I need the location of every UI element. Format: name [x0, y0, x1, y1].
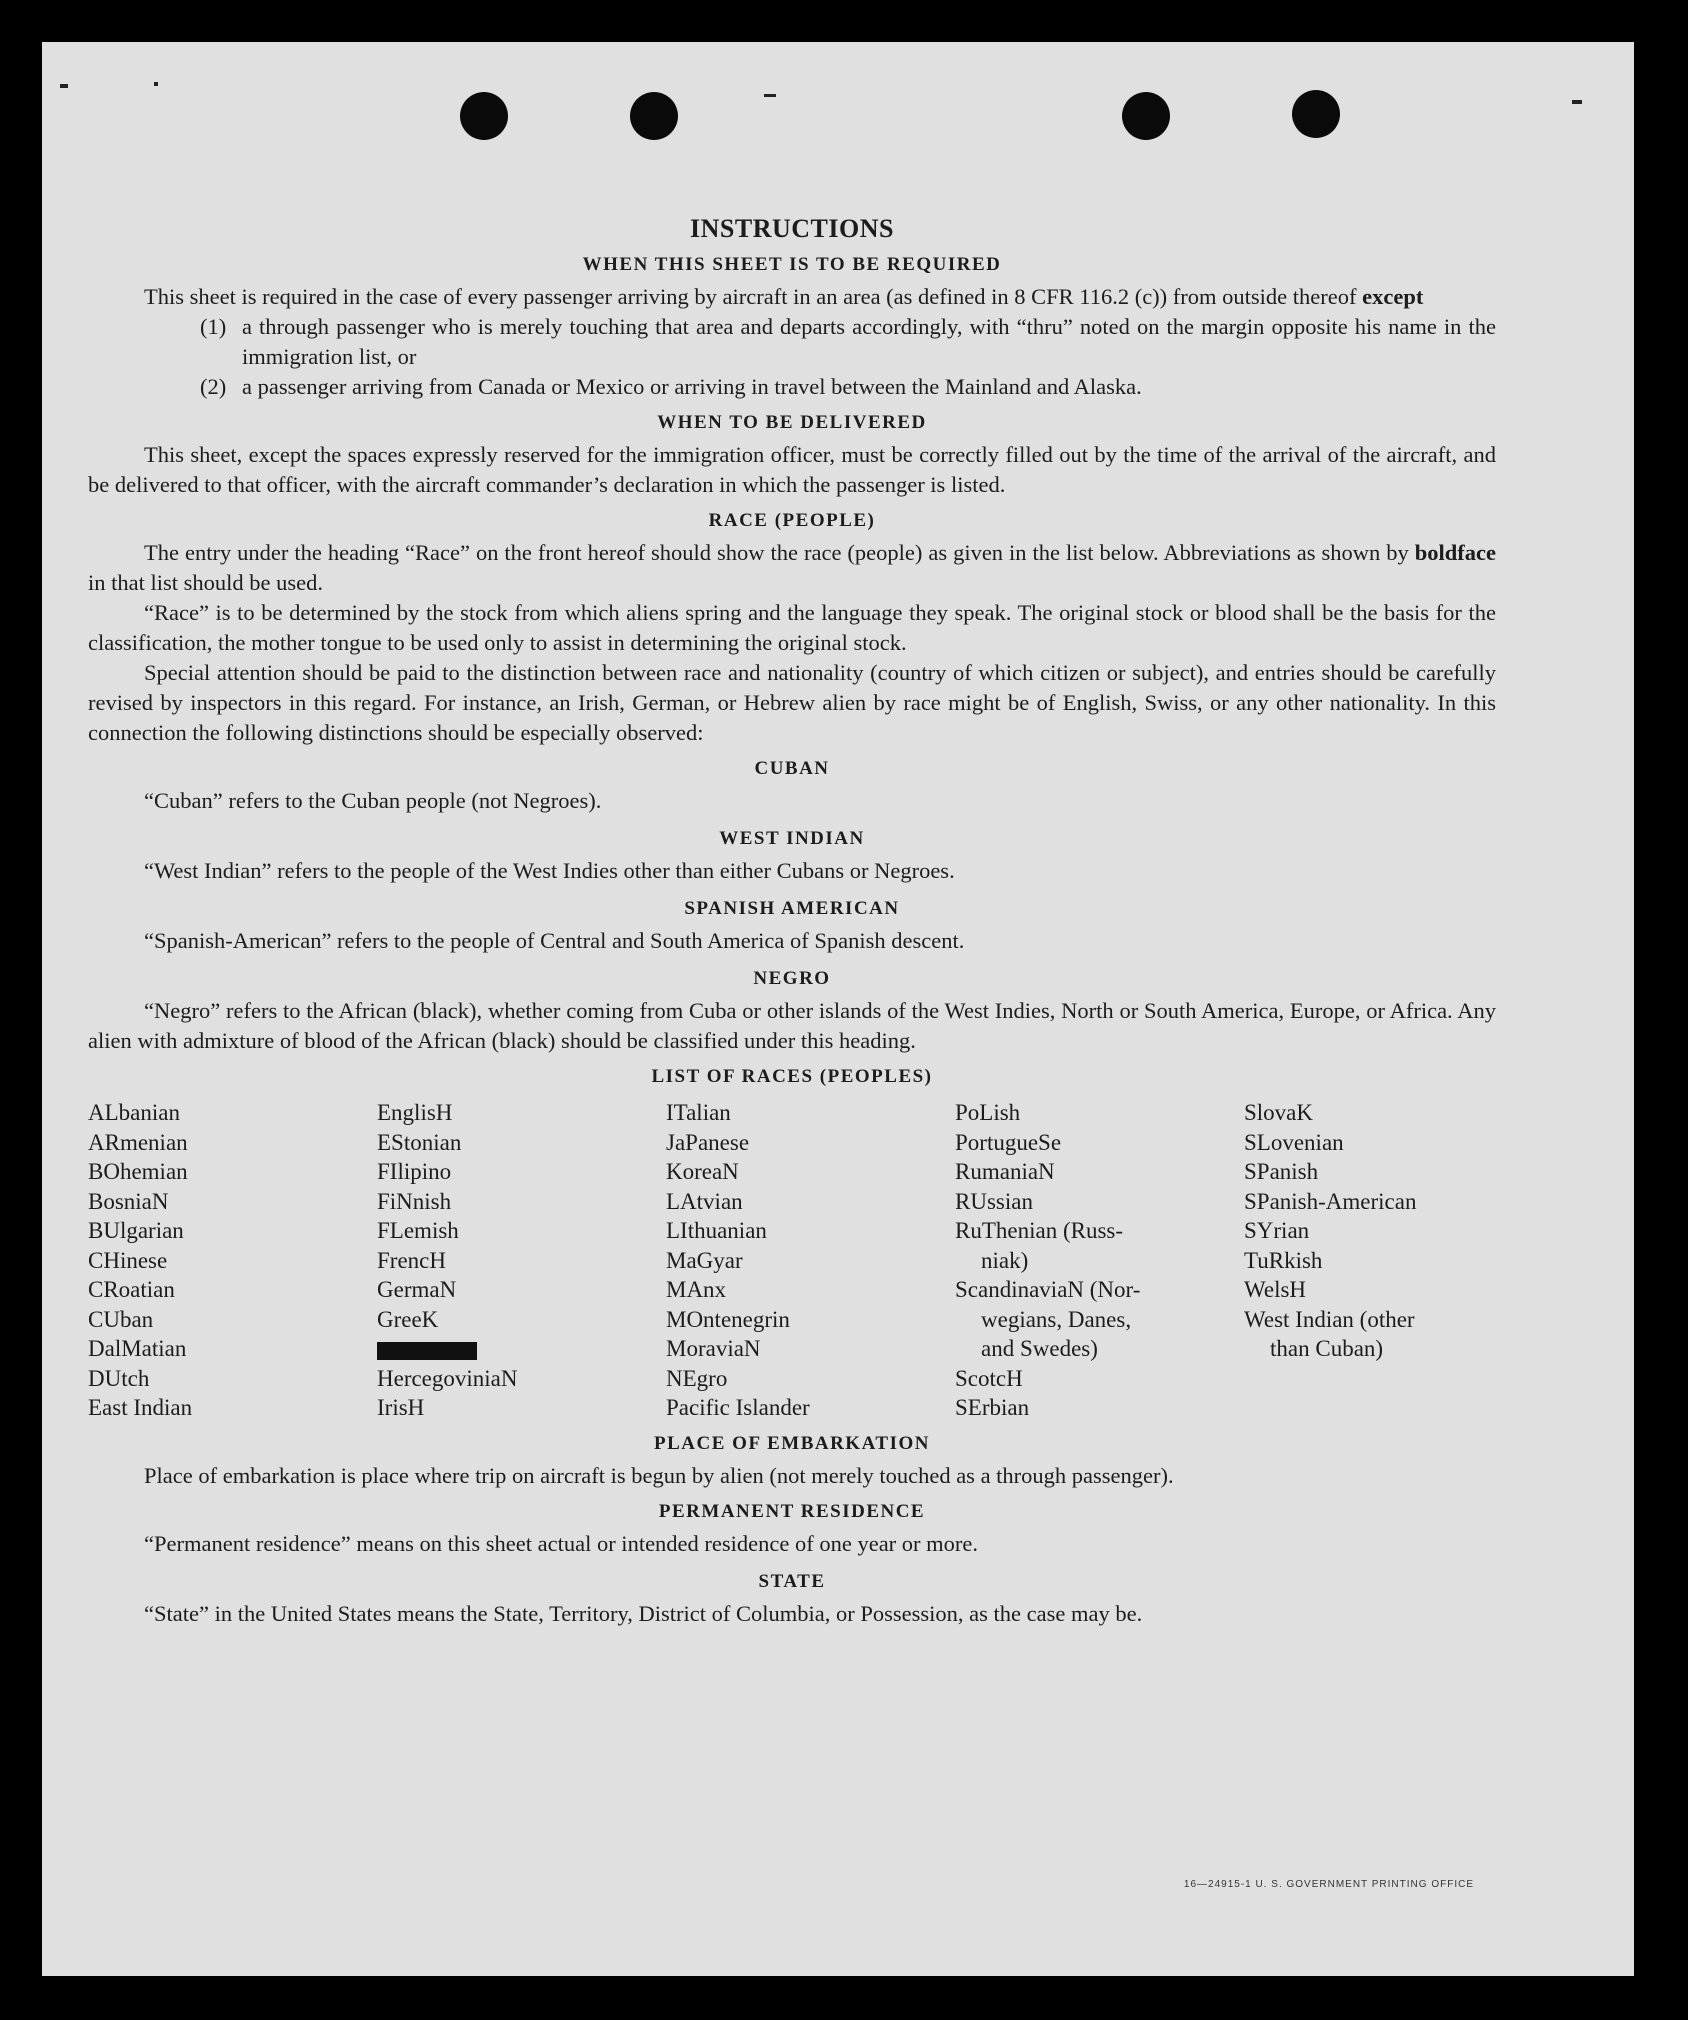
- race-item: EnglisH: [377, 1100, 453, 1125]
- section-heading: CUBAN: [754, 758, 830, 779]
- section-heading: WHEN THIS SHEET IS TO BE REQUIRED: [582, 254, 1002, 275]
- race-item: FiNnish: [377, 1188, 452, 1214]
- race-item: NEgro: [666, 1365, 728, 1391]
- section-heading: PERMANENT RESIDENCE: [658, 1500, 926, 1522]
- paragraph: “Spanish-American” refers to the people of Central and South America of Spanish descent.: [144, 928, 965, 953]
- paragraph: “West Indian” refers to the people of the West Indies other than either Cubans or Negroes.: [144, 858, 955, 883]
- item-text: a through passenger who is merely touching that area and departs accordingly, with “thru” noted on the margin opposite his name in the immigration list, or: [242, 314, 1496, 369]
- race-item: DalMatian: [88, 1336, 187, 1361]
- item-number: (1): [200, 314, 227, 339]
- punch-hole: [1292, 90, 1340, 138]
- race-item: JaPanese: [666, 1129, 750, 1155]
- races-column: [1244, 1098, 1496, 1423]
- races-column: [88, 1098, 377, 1423]
- race-item: WelsH: [1244, 1277, 1307, 1302]
- section-heading: NEGRO: [753, 968, 831, 989]
- race-item: IrisH: [377, 1395, 425, 1420]
- list-item: [88, 312, 1496, 372]
- form-sheet: [42, 42, 1634, 1976]
- paragraph: [88, 538, 1496, 598]
- race-item: ARmenian: [88, 1129, 188, 1155]
- punch-hole: [1122, 92, 1170, 140]
- race-item: MaGyar: [666, 1247, 743, 1273]
- section-heading: WEST INDIAN: [719, 828, 865, 849]
- race-item: KoreaN: [666, 1159, 739, 1184]
- paragraph-text: This sheet is required in the case of every passenger arriving by aircraft in an area (as defined in 8 CFR 116.2 (c)) from outside thereof: [144, 284, 1363, 309]
- scan-mark: [1572, 100, 1582, 104]
- race-item: BosniaN: [88, 1188, 169, 1214]
- paragraph-text: in that list should be used.: [88, 570, 323, 595]
- instructions-body: [88, 162, 1496, 1629]
- race-item: SErbian: [955, 1395, 1030, 1420]
- scan-mark: [154, 82, 158, 86]
- punch-hole: [630, 92, 678, 140]
- race-item: MoraviaN: [666, 1336, 761, 1361]
- race-item: DUtch: [88, 1365, 150, 1391]
- race-item: CRoatian: [88, 1277, 175, 1302]
- paragraph: This sheet, except the spaces expressly reserved for the immigration officer, must be correctly filled out by the time of the arrival of the aircraft, and be delivered to that officer, with the aircraft commander’s declaration in which the passenger is listed.: [88, 442, 1496, 497]
- race-item: FIlipino: [377, 1159, 452, 1184]
- race-item: EStonian: [377, 1129, 462, 1155]
- race-item: BUlgarian: [88, 1218, 184, 1243]
- race-item: SlovaK: [1244, 1100, 1313, 1125]
- paragraph-text: The entry under the heading “Race” on the front hereof should show the race (people) as given in the list below. Abbreviations as shown by: [144, 540, 1415, 565]
- section-heading: WHEN TO BE DELIVERED: [657, 412, 927, 433]
- race-item: RumaniaN: [955, 1159, 1055, 1184]
- emphasis-text: except: [1362, 284, 1424, 309]
- race-item: PortugueSe: [955, 1129, 1062, 1155]
- race-item: SLovenian: [1244, 1129, 1344, 1155]
- paragraph: Place of embarkation is place where trip on aircraft is begun by alien (not merely touched as a through passenger).: [144, 1462, 1174, 1488]
- race-item: RUssian: [955, 1188, 1033, 1214]
- race-item: SPanish: [1244, 1159, 1319, 1184]
- race-item: MOntenegrin: [666, 1306, 790, 1332]
- race-item-continued: wegians, Danes,: [981, 1306, 1132, 1332]
- section-heading: LIST OF RACES (PEOPLES): [651, 1066, 933, 1087]
- race-item: Pacific Islander: [666, 1395, 810, 1420]
- race-item: GreeK: [377, 1306, 439, 1332]
- redaction-mark: [377, 1342, 477, 1360]
- scan-mark: [60, 84, 68, 88]
- race-item: LAtvian: [666, 1188, 743, 1214]
- paragraph: [88, 282, 1496, 312]
- race-item: West Indian (other: [1244, 1306, 1415, 1332]
- race-item: SPanish-American: [1244, 1188, 1417, 1214]
- paragraph: “Cuban” refers to the Cuban people (not Negroes).: [144, 788, 602, 813]
- race-item: SYrian: [1244, 1218, 1310, 1243]
- race-item: East Indian: [88, 1395, 193, 1420]
- printing-office-code: 16—24915-1 U. S. GOVERNMENT PRINTING OFFICE: [1183, 1879, 1474, 1890]
- paragraph: “Permanent residence” means on this sheet actual or intended residence of one year or more.: [144, 1530, 979, 1556]
- list-item: [88, 372, 1496, 402]
- race-item: TuRkish: [1244, 1247, 1323, 1273]
- section-heading: RACE (PEOPLE): [708, 510, 876, 531]
- race-item: FLemish: [377, 1218, 459, 1243]
- race-item-continued: than Cuban): [1270, 1336, 1384, 1361]
- race-item: ALbanian: [88, 1100, 180, 1125]
- race-item: CUban: [88, 1306, 154, 1332]
- races-column: [377, 1098, 666, 1423]
- scan-mark: [764, 94, 776, 97]
- race-item: ITalian: [666, 1100, 731, 1125]
- races-column: [666, 1098, 955, 1423]
- paragraph: Special attention should be paid to the distinction between race and nationality (country of which citizen or subject), and entries should be carefully revised by inspectors in this regard. For instance, an Irish, German, or Hebrew alien by race might be of English, Swiss, or any other nationality. In this connection the following distinctions should be especially observed:: [88, 660, 1496, 745]
- race-item: CHinese: [88, 1247, 168, 1273]
- races-column: [955, 1098, 1244, 1423]
- paragraph: “Negro” refers to the African (black), whether coming from Cuba or other islands of the West Indies, North or South America, Europe, or Africa. Any alien with admixture of blood of the African (black) should be classified under this heading.: [88, 998, 1496, 1053]
- races-list: [88, 1098, 1496, 1423]
- race-item: MAnx: [666, 1277, 727, 1302]
- race-item: PoLish: [955, 1100, 1021, 1125]
- item-text: a passenger arriving from Canada or Mexico or arriving in travel between the Mainland and Alaska.: [242, 374, 1142, 399]
- race-item: RuThenian (Russ-: [955, 1218, 1124, 1243]
- race-item: BOhemian: [88, 1159, 188, 1184]
- paragraph: “State” in the United States means the State, Territory, District of Columbia, or Possession, as the case may be.: [144, 1600, 1143, 1626]
- emphasis-text: boldface: [1414, 540, 1496, 565]
- redacted-entry: [377, 1334, 666, 1364]
- punch-hole: [460, 92, 508, 140]
- race-item: ScandinaviaN (Nor-: [955, 1277, 1141, 1302]
- section-heading: SPANISH AMERICAN: [684, 898, 900, 919]
- section-heading: STATE: [758, 1570, 826, 1592]
- race-item: ScotcH: [955, 1365, 1023, 1391]
- race-item: GermaN: [377, 1277, 457, 1302]
- race-item: HercegoviniaN: [377, 1365, 518, 1391]
- paragraph: “Race” is to be determined by the stock from which aliens spring and the language they speak. The original stock or blood shall be the basis for the classification, the mother tongue to be used only to assist in determining the original stock.: [88, 600, 1496, 655]
- race-item-continued: niak): [981, 1247, 1029, 1273]
- item-number: (2): [200, 374, 227, 399]
- race-item: LIthuanian: [666, 1218, 767, 1243]
- race-item: FrencH: [377, 1247, 446, 1273]
- race-item-continued: and Swedes): [981, 1336, 1098, 1361]
- page-title: INSTRUCTIONS: [690, 214, 894, 243]
- section-heading: PLACE OF EMBARKATION: [654, 1432, 930, 1454]
